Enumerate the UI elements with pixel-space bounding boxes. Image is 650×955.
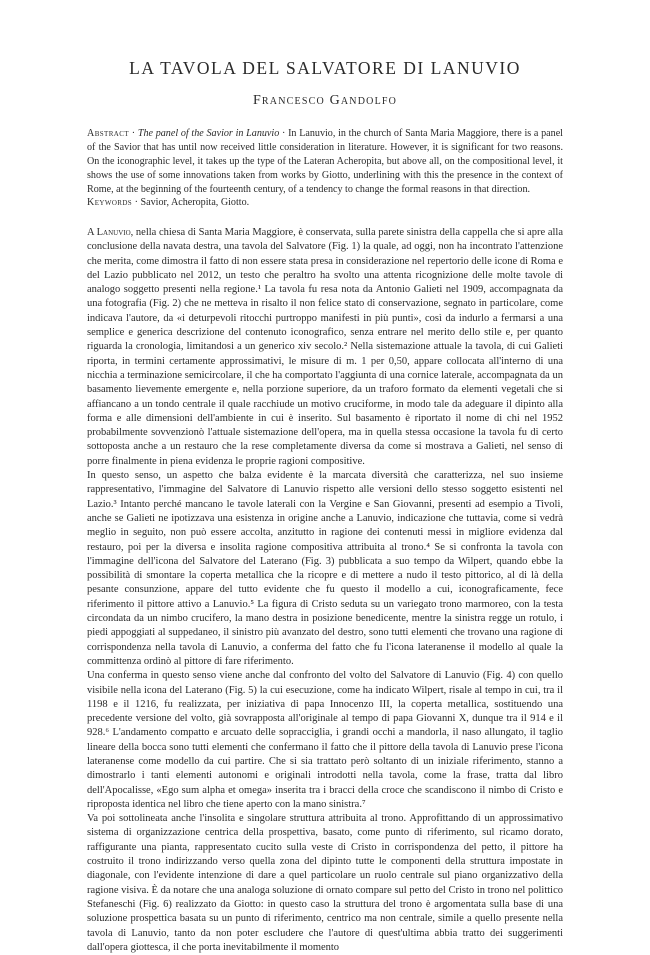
keywords [87, 196, 563, 210]
keywords-text: · Savior, Acheropita, Giotto. [132, 197, 250, 208]
paragraph-text: In questo senso, un aspetto che balza evidente è la marcata diversità che caratterizza, nel suo insieme rappresentativo, l'immagine del Salvatore di Lanuvio rispetto alle versioni dello stesso soggetto esistenti nel Lazio.³ Intanto perché mancano le tavole laterali con la Vergine e San Giovanni, presenti ad esempio a Tivoli, anche se Galieti ne ipotizzava una esistenza in origine anche a Lanuvio, indicazione che tuttavia, come si vedrà meglio in seguito, non può essere accolta, anzitutto in ragione dei contenuti messi in migliore evidenza dal restauro, poi per la diversa e insolita ragione compositiva attribuita al trono.⁴ Se si confronta la tavola con l'immagine dell'icona del Salvatore del Laterano (Fig. 3) pubblicata a suo tempo da Wilpert, quando ebbe la possibilità di smontare la coperta metallica che la ricopre e di mettere a nudo il testo pittorico, al di là della pesante consunzione, appare del tutto evidente che fu questo il modello a cui, iconograficamente, fece riferimento il pittore attivo a Lanuvio.⁵ La figura di Cristo seduta su un variegato trono marmoreo, con la testa circondata da un nimbo crucifero, la mano destra in posizione benedicente, mentre la sinistra regge un rotulo, i piedi appoggiati al suppedaneo, il sinistro più avanzato del destro, sono tutti elementi che trovano una ragione di corrispondenza nella tavola di Lanuvio, a conferma del fatto che fu l'icona lateranense il modello al quale la committenza ordinò al pittore di fare riferimento. [87, 470, 563, 667]
article-body [87, 226, 563, 955]
abstract [87, 127, 563, 197]
paragraph-lead: A Lanuvio [87, 227, 131, 238]
paragraph-text: Una conferma in questo senso viene anche dal confronto del volto del Salvatore di Lanuvio (Fig. 4) con quello visibile nella icona del Laterano (Fig. 5) la cui esecuzione, come ha indicato Wilpert, risale al tempo in cui, tra il 1198 e il 1216, fu realizzata, per iniziativa di papa Innocenzo III, la coperta metallica, sostituendo una precedente versione del volto, già sovrapposta all'originale al tempo di papa Giovanni X, dunque tra il 914 e il 928.⁶ L'andamento compatto e arcuato delle sopracciglia, i grandi occhi a mandorla, il naso allungato, il taglio lineare della bocca sono tutti elementi che confermano il fatto che il pittore della tavola di Lanuvio prese l'icona lateranense come modello da cui partire. Che si sia trattato però soltanto di un iniziale riferimento, stanno a dimostrarlo i tanti elementi autonomi e originali introdotti nella tavola, come la frase, tratta dal libro dell'Apocalisse, «Ego sum alpha et omega» inserita tra i bracci della croce che scandiscono il nimbo di Cristo e riproposta identica nel libro che tiene aperto con la mano sinistra.⁷ [87, 670, 563, 810]
abstract-separator: · [129, 128, 138, 139]
body-paragraph [87, 812, 563, 955]
abstract-subtitle: The panel of the Savior in Lanuvio [137, 128, 280, 139]
article-title: LA TAVOLA DEL SALVATORE DI LANUVIO [129, 58, 521, 78]
paragraph-text: , nella chiesa di Santa Maria Maggiore, è conservata, sulla parete sinistra della cappella che si apre alla conclusione della navata destra, una tavola del Salvatore (Fig. 1) la quale, ad oggi, non ha incontrato l'attenzione che merita, come dimostra il fatto di non essere stata presa in considerazione nel repertorio delle icone di Roma e del Lazio pubblicato nel 2012, un testo che peraltro ha svolto una attenta ricognizione delle molte tavole di analogo soggetto presenti nella regione.¹ La tavola fu resa nota da Antonio Galieti nel 1909, accompagnata da una fotografia (Fig. 2) che ne metteva in risalto il non felice stato di conservazione, segnato in particolare, come indicava l'autore, da «i deturpevoli ritocchi purtroppo manifesti in più punti», così da indurlo a fermarsi a una semplice e generica descrizione del contenuto iconografico, senza entrare nel merito dello stile e, per quanto riguarda la cronologia, limitandosi a un generico xiv secolo.² Nella sistemazione attuale la tavola, di cui Galieti riporta, in termini certamente approssimativi, le misure di m. 1 per 0,50, appare collocata all'interno di una nicchia a terminazione semicircolare, il che ha comportato l'aggiunta di una cornice laterale, accompagnata da un basamento lievemente emergente e, nella porzione superiore, da un traforo formato da elementi vegetali che si affiancano a un tondo centrale il quale racchiude un motivo cruciforme, in modo tale da adeguare il dipinto alla forma e alle dimensioni dell'ambiente in cui è inserito. Sul basamento è riportato il nome di chi nel 1952 probabilmente sovvenzionò l'attuale sistemazione dell'opera, ma in quella stessa occasione la tavola fu di certo sottoposta anche a un restauro che la rese completamente diversa da come si mostrava a Galieti, nel senso di porre finalmente in piena evidenza le proprie ragioni compositive. [87, 227, 563, 467]
body-paragraph [87, 469, 563, 669]
abstract-label: Abstract [87, 128, 129, 139]
abstract-text: · In Lanuvio, in the church of Santa Maria Maggiore, there is a panel of the Savior that has until now received little consideration in literature. However, it is significant for two reasons. On the iconographic level, it takes up the type of the Lateran Acheropita, but above all, on the compositional level, it shows the use of some innovations taken from works by Giotto, underlining with this the presence in the context of Rome, at the beginning of the fourteenth century, of a tendency to change the formal reasons in that direction. [87, 128, 563, 195]
paragraph-text: Va poi sottolineata anche l'insolita e singolare struttura attribuita al trono. Approfittando di un approssimativo sistema di organizzazione centrica della prospettiva, basato, come punto di riferimento, sul ricamo dorato, raffigurante una pianta, rappresentato cucito sulla veste di Cristo in corrispondenza del petto, il pittore ha costruito il trono indirizzando verso quella zona del dipinto tutte le componenti della struttura impostate in diagonale, con l'evidente intenzione di dare a quel particolare un ruolo centrale sul piano organizzativo della ragione visiva. È da notare che una analoga soluzione di ornato compare sul petto del Cristo in trono nel polittico Stefaneschi (Fig. 6) realizzato da Giotto: in questo caso la struttura del trono è argomentata sulla base di una soluzione prospettica basata su un punto di riferimento, centrico ma non centrale, simile a quello presente nella tavola di Lanuvio, tanto da non poter escludere che l'autore di quest'ultima abbia tratto dei suggerimenti dall'opera giottesca, il che porta inevitabilmente il momento [87, 813, 563, 953]
body-paragraph [87, 669, 563, 812]
author-name: Francesco Gandolfo [252, 93, 398, 108]
keywords-label: Keywords [87, 197, 133, 208]
body-paragraph [87, 226, 563, 469]
